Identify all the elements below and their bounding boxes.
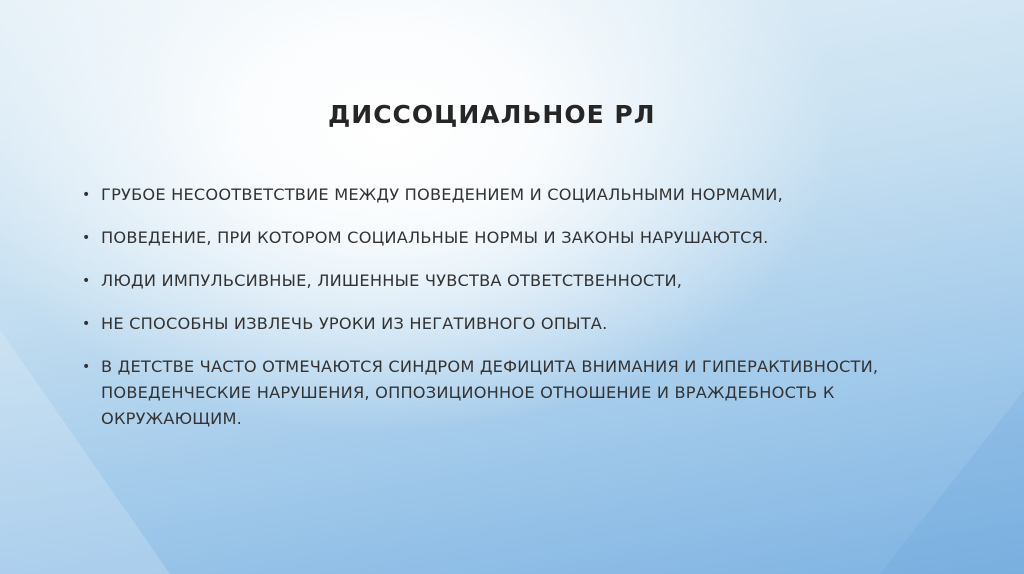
bullet-icon: •	[82, 187, 91, 203]
bullet-list	[81, 182, 961, 449]
bullet-text: НЕ СПОСОБНЫ ИЗВЛЕЧЬ УРОКИ ИЗ НЕГАТИВНОГО ОПЫТА.	[101, 314, 608, 333]
slide-title: ДИССОЦИАЛЬНОЕ РЛ	[328, 100, 656, 129]
bullet-item-3	[81, 268, 961, 294]
bullet-text: ГРУБОЕ НЕСООТВЕТСТВИЕ МЕЖДУ ПОВЕДЕНИЕМ И СОЦИАЛЬНЫМИ НОРМАМИ,	[101, 185, 783, 204]
bullet-item-5	[81, 354, 961, 432]
bullet-item-1	[81, 182, 961, 208]
bullet-text: ПОВЕДЕНИЕ, ПРИ КОТОРОМ СОЦИАЛЬНЫЕ НОРМЫ И ЗАКОНЫ НАРУШАЮТСЯ.	[101, 228, 769, 247]
bullet-text: В ДЕТСТВЕ ЧАСТО ОТМЕЧАЮТСЯ СИНДРОМ ДЕФИЦИТА ВНИМАНИЯ И ГИПЕРАКТИВНОСТИ, ПОВЕДЕНЧЕСКИЕ НАРУШЕНИЯ, ОППОЗИЦИОННОЕ ОТНОШЕНИЕ И ВРАЖДЕБНОСТЬ К ОКРУЖАЮЩИМ.	[101, 357, 879, 428]
bullet-icon: •	[82, 359, 91, 375]
bullet-icon: •	[82, 230, 91, 246]
bullet-icon: •	[82, 273, 91, 289]
bullet-icon: •	[82, 316, 91, 332]
bullet-item-2	[81, 225, 961, 251]
bullet-item-4	[81, 311, 961, 337]
bullet-text: ЛЮДИ ИМПУЛЬСИВНЫЕ, ЛИШЕННЫЕ ЧУВСТВА ОТВЕТСТВЕННОСТИ,	[101, 271, 683, 290]
